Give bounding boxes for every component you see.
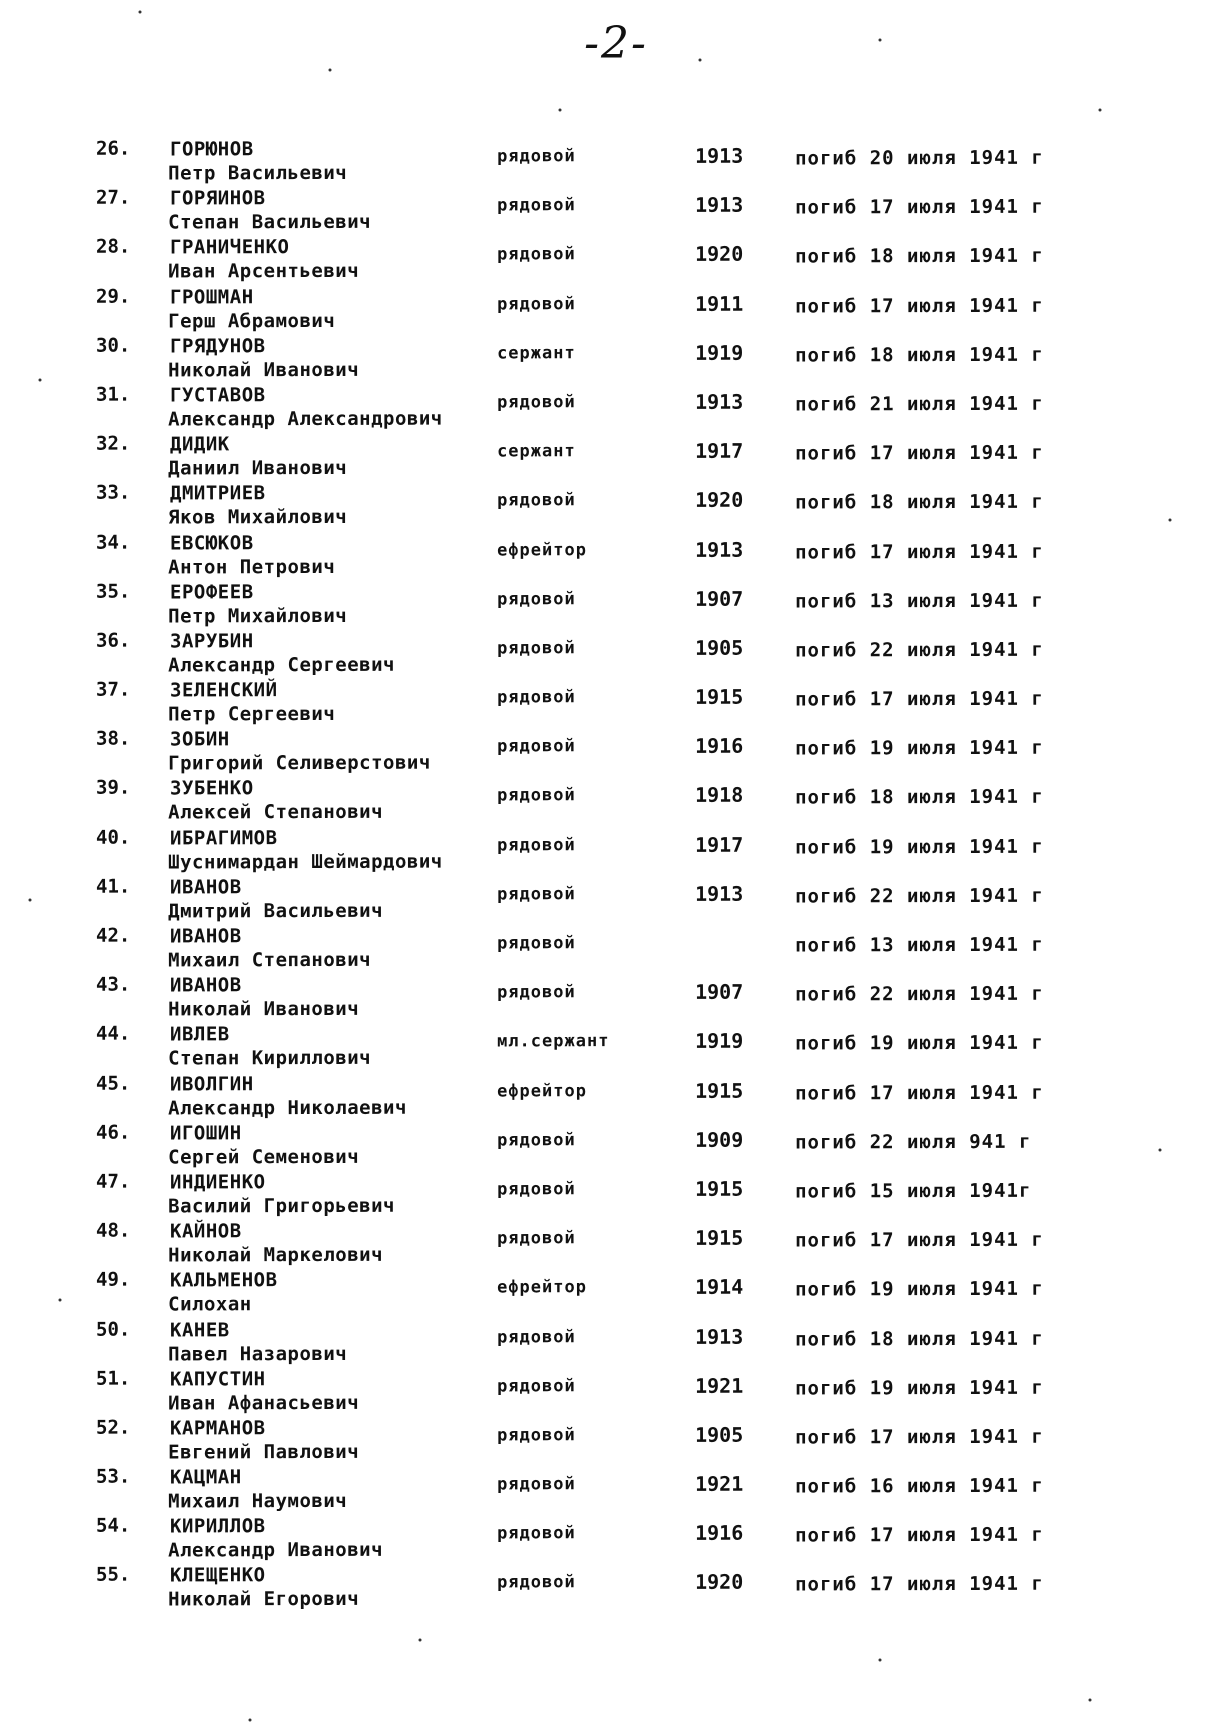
given-name-patronymic: Силохан (168, 1293, 252, 1316)
roster-entry (0, 528, 1232, 581)
given-name-patronymic: Герш Абрамович (168, 309, 336, 333)
roster-entry (0, 970, 1232, 1023)
given-name-patronymic: Петр Васильевич (168, 161, 348, 185)
surname: ИВАНОВ (170, 876, 242, 899)
given-name-patronymic: Александр Александрович (168, 407, 443, 431)
military-rank: рядовой (497, 785, 576, 806)
military-rank: рядовой (497, 884, 576, 905)
surname: КАЦМАН (170, 1466, 242, 1489)
death-record: погиб 22 июля 1941 г (795, 982, 1044, 1006)
surname: КИРИЛЛОВ (170, 1515, 266, 1538)
surname: ИНДИЕНКО (170, 1171, 266, 1194)
given-name-patronymic: Николай Иванович (168, 998, 360, 1021)
roster-entry (0, 921, 1232, 974)
birth-year: 1920 (695, 1570, 744, 1595)
roster-entry (0, 626, 1232, 679)
entry-number: 49. (95, 1268, 131, 1292)
military-rank: рядовой (497, 1228, 576, 1249)
birth-year: 1920 (695, 242, 744, 267)
military-rank: рядовой (497, 1474, 576, 1495)
entry-number: 52. (95, 1416, 131, 1439)
military-rank: сержант (497, 342, 576, 364)
roster-entry (0, 1069, 1232, 1122)
birth-year: 1913 (695, 537, 744, 562)
death-record: погиб 22 июля 1941 г (795, 638, 1044, 662)
roster-entry (0, 233, 1232, 286)
death-record: погиб 13 июля 1941 г (795, 933, 1044, 957)
death-record: погиб 18 июля 1941 г (795, 343, 1044, 367)
surname: ГОРЯИНОВ (170, 187, 266, 210)
death-record: погиб 15 июля 1941г (795, 1179, 1032, 1203)
birth-year: 1907 (695, 979, 744, 1005)
entry-number: 35. (95, 580, 131, 603)
entry-number: 39. (95, 777, 131, 800)
death-record: погиб 16 июля 1941 г (795, 1474, 1044, 1498)
page-number: -2- (584, 18, 648, 69)
death-record: погиб 22 июля 941 г (795, 1130, 1032, 1154)
entry-number: 53. (95, 1465, 131, 1488)
given-name-patronymic: Николай Иванович (168, 358, 360, 382)
surname: ЗУБЕНКО (170, 777, 254, 800)
military-rank: рядовой (497, 834, 576, 856)
surname: ИВАНОВ (170, 974, 242, 997)
entry-number: 37. (95, 678, 131, 701)
surname: ДМИТРИЕВ (170, 482, 266, 505)
roster-entry (0, 774, 1232, 827)
death-record: погиб 19 июля 1941 г (795, 1376, 1044, 1400)
given-name-patronymic: Павел Назарович (168, 1342, 348, 1365)
entry-number: 27. (95, 186, 131, 209)
surname: ГУСТАВОВ (170, 384, 266, 407)
given-name-patronymic: Степан Кириллович (168, 1047, 372, 1070)
military-rank: рядовой (497, 1179, 576, 1200)
military-rank: ефрейтор (497, 1080, 587, 1102)
roster-entry (0, 429, 1232, 482)
death-record: погиб 19 июля 1941 г (795, 736, 1044, 760)
surname: ГРЯДУНОВ (170, 334, 266, 358)
roster-entry (0, 1462, 1232, 1515)
death-record: погиб 19 июля 1941 г (795, 835, 1044, 859)
roster-entry (0, 1265, 1232, 1318)
given-name-patronymic: Михаил Степанович (168, 948, 372, 972)
military-rank: рядовой (497, 1375, 576, 1397)
entry-number: 43. (95, 973, 131, 996)
surname: ЗАРУБИН (170, 630, 254, 653)
given-name-patronymic: Василий Григорьевич (168, 1194, 395, 1218)
entry-number: 28. (95, 235, 131, 259)
surname: КАПУСТИН (170, 1367, 266, 1391)
given-name-patronymic: Александр Сергеевич (168, 653, 395, 677)
death-record: погиб 22 июля 1941 г (795, 884, 1044, 908)
given-name-patronymic: Шуснимардан Шеймардович (168, 850, 443, 874)
birth-year: 1920 (695, 487, 744, 513)
roster-entry (0, 1413, 1232, 1466)
military-rank: рядовой (497, 1523, 576, 1544)
birth-year: 1909 (695, 1127, 744, 1152)
military-rank: рядовой (497, 195, 576, 216)
military-rank: рядовой (497, 638, 576, 659)
death-record: погиб 19 июля 1941 г (795, 1278, 1044, 1301)
entry-number: 48. (95, 1219, 131, 1242)
birth-year: 1911 (695, 291, 744, 316)
surname: ГРАНИЧЕНКО (170, 236, 290, 259)
birth-year: 1915 (695, 1225, 744, 1250)
birth-year: 1915 (695, 1078, 744, 1103)
birth-year: 1918 (695, 783, 744, 808)
roster-entry (0, 577, 1232, 630)
given-name-patronymic: Антон Петрович (168, 555, 336, 578)
birth-year: 1913 (695, 192, 744, 218)
birth-year: 1916 (695, 1520, 744, 1546)
roster-entry (0, 1511, 1232, 1564)
surname: ГОРЮНОВ (170, 138, 254, 161)
given-name-patronymic: Григорий Селиверстович (168, 751, 431, 775)
given-name-patronymic: Николай Маркелович (168, 1243, 384, 1267)
roster-entry (0, 1216, 1232, 1269)
given-name-patronymic: Петр Сергеевич (168, 703, 336, 726)
surname: ЕРОФЕЕВ (170, 580, 254, 604)
military-rank: ефрейтор (497, 1277, 587, 1298)
given-name-patronymic: Александр Иванович (168, 1539, 384, 1562)
death-record: погиб 17 июля 1941 г (795, 1228, 1044, 1252)
surname: ИВЛЕВ (170, 1023, 230, 1046)
entry-number: 54. (95, 1514, 131, 1537)
birth-year: 1919 (695, 340, 744, 365)
surname: КАНЕВ (170, 1318, 230, 1341)
roster-entry (0, 1561, 1232, 1614)
birth-year: 1915 (695, 684, 744, 709)
birth-year: 1917 (695, 438, 744, 463)
death-record: погиб 18 июля 1941 г (795, 245, 1044, 268)
given-name-patronymic: Дмитрий Васильевич (168, 899, 384, 923)
entry-number: 55. (95, 1564, 131, 1587)
entry-number: 51. (95, 1367, 131, 1390)
roster-entry (0, 1167, 1232, 1220)
military-rank: мл.сержант (497, 1031, 610, 1052)
birth-year: 1913 (695, 1324, 744, 1349)
entry-number: 45. (95, 1072, 131, 1095)
entry-number: 26. (95, 137, 131, 160)
military-rank: ефрейтор (497, 539, 587, 560)
birth-year: 1913 (695, 389, 744, 414)
given-name-patronymic: Иван Арсентьевич (168, 260, 360, 283)
birth-year: 1914 (695, 1274, 744, 1300)
death-record: погиб 21 июля 1941 г (795, 392, 1044, 416)
roster-entry (0, 872, 1232, 925)
death-record: погиб 17 июля 1941 г (795, 294, 1044, 318)
surname: ЕВСЮКОВ (170, 531, 254, 554)
roster-entry (0, 380, 1232, 433)
surname: ИГОШИН (170, 1121, 242, 1145)
military-rank: рядовой (497, 146, 576, 167)
surname: ИВОЛГИН (170, 1072, 254, 1096)
given-name-patronymic: Степан Васильевич (168, 211, 372, 234)
surname: ИВАНОВ (170, 925, 242, 948)
death-record: погиб 18 июля 1941 г (795, 1327, 1044, 1351)
surname: ЗЕЛЕНСКИЙ (170, 679, 278, 702)
death-record: погиб 19 июля 1941 г (795, 1032, 1044, 1055)
military-rank: рядовой (497, 490, 576, 511)
roster-entry (0, 823, 1232, 876)
surname: КАРМАНОВ (170, 1417, 266, 1440)
roster-entry (0, 331, 1232, 384)
given-name-patronymic: Петр Михайлович (168, 604, 348, 628)
birth-year: 1907 (695, 586, 744, 611)
birth-year: 1913 (695, 881, 744, 906)
death-record: погиб 17 июля 1941 г (795, 687, 1044, 711)
surname: ГРОШМАН (170, 285, 254, 309)
entry-number: 41. (95, 875, 131, 898)
given-name-patronymic: Иван Афанасьевич (168, 1391, 360, 1415)
military-rank: рядовой (497, 392, 576, 413)
birth-year: 1919 (695, 1029, 744, 1054)
entry-number: 44. (95, 1022, 131, 1046)
entry-number: 47. (95, 1170, 131, 1193)
entry-number: 40. (95, 826, 131, 849)
birth-year: 1905 (695, 635, 744, 660)
roster-entry (0, 282, 1232, 335)
death-record: погиб 18 июля 1941 г (795, 491, 1044, 514)
death-record: погиб 17 июля 1941 г (795, 1523, 1044, 1547)
military-rank: рядовой (497, 736, 576, 757)
entry-number: 50. (95, 1318, 131, 1341)
entry-number: 29. (95, 285, 131, 308)
death-record: погиб 17 июля 1941 г (795, 441, 1044, 465)
death-record: погиб 17 июля 1941 г (795, 1425, 1044, 1449)
roster-entry (0, 1364, 1232, 1417)
given-name-patronymic: Михаил Наумович (168, 1489, 348, 1513)
entry-number: 32. (95, 432, 131, 455)
surname: КЛЕЩЕНКО (170, 1564, 266, 1587)
entry-number: 46. (95, 1121, 131, 1144)
military-rank: сержант (497, 441, 576, 462)
roster-entry (0, 478, 1232, 531)
entry-number: 42. (95, 924, 131, 947)
given-name-patronymic: Сергей Семенович (168, 1145, 360, 1169)
roster-entry (0, 1020, 1232, 1073)
military-rank: рядовой (497, 1572, 576, 1593)
roster-entry (0, 1315, 1232, 1368)
birth-year: 1921 (695, 1373, 744, 1398)
death-record: погиб 17 июля 1941 г (795, 1081, 1044, 1105)
military-rank: рядовой (497, 588, 576, 610)
military-rank: рядовой (497, 293, 576, 315)
military-rank: рядовой (497, 244, 576, 265)
death-record: погиб 17 июля 1941 г (795, 540, 1044, 564)
surname: ДИДИК (170, 433, 230, 456)
military-rank: рядовой (497, 687, 576, 708)
military-rank: рядовой (497, 933, 576, 954)
entry-number: 31. (95, 383, 131, 406)
birth-year: 1905 (695, 1422, 744, 1447)
birth-year: 1917 (695, 832, 744, 857)
military-rank: рядовой (497, 1425, 576, 1446)
given-name-patronymic: Николай Егорович (168, 1588, 360, 1611)
surname: КАЛЬМЕНОВ (170, 1269, 278, 1292)
surname: ЗОБИН (170, 728, 230, 751)
military-rank: рядовой (497, 982, 576, 1003)
death-record: погиб 17 июля 1941 г (795, 1573, 1044, 1596)
given-name-patronymic: Евгений Павлович (168, 1440, 360, 1464)
birth-year: 1913 (695, 143, 744, 168)
entry-number: 38. (95, 727, 131, 750)
birth-year: 1921 (695, 1471, 744, 1496)
roster-entry (0, 134, 1232, 187)
birth-year: 1915 (695, 1176, 744, 1201)
roster-entry (0, 183, 1232, 236)
roster-entry (0, 675, 1232, 728)
entry-number: 36. (95, 629, 131, 652)
death-record: погиб 13 июля 1941 г (795, 589, 1044, 613)
entry-number: 30. (95, 334, 131, 357)
roster-entry (0, 724, 1232, 777)
death-record: погиб 18 июля 1941 г (795, 786, 1044, 809)
casualty-roster (0, 138, 1232, 1614)
military-rank: рядовой (497, 1129, 576, 1151)
roster-entry (0, 1118, 1232, 1171)
surname: КАЙНОВ (170, 1220, 242, 1243)
death-record: погиб 20 июля 1941 г (795, 146, 1044, 170)
death-record: погиб 17 июля 1941 г (795, 195, 1044, 219)
entry-number: 34. (95, 531, 131, 554)
given-name-patronymic: Александр Николаевич (168, 1096, 407, 1120)
given-name-patronymic: Алексей Степанович (168, 801, 384, 824)
entry-number: 33. (95, 481, 131, 505)
military-rank: рядовой (497, 1326, 576, 1347)
given-name-patronymic: Яков Михайлович (168, 506, 348, 529)
birth-year: 1916 (695, 733, 744, 759)
given-name-patronymic: Даниил Иванович (168, 457, 348, 480)
surname: ИБРАГИМОВ (170, 826, 278, 850)
